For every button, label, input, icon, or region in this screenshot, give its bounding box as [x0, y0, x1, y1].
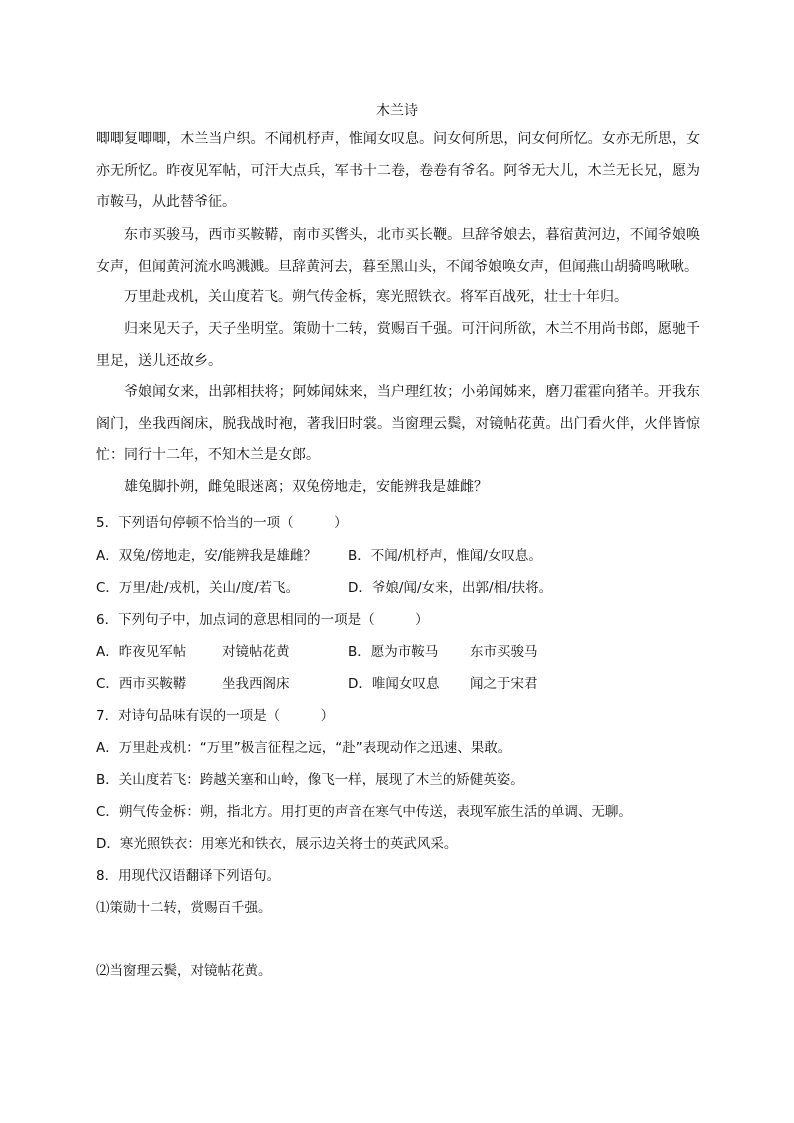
question-7-option-a: A．万里赴戎机：“万里”极言征程之远，“赴”表现动作之迅速、果敢。	[96, 740, 512, 756]
question-8-sentence-2: ⑵当窗理云鬓，对镜帖花黄。	[96, 963, 272, 979]
question-5-option-b: B．不闻/机杼声，惟闻/女叹息。	[348, 548, 542, 564]
question-8-sentence-1: ⑴策勋十二转，赏赐百千强。	[96, 900, 272, 916]
question-6-option-b-phrase-2: 东市买骏马	[470, 644, 538, 660]
question-5-option-a: A．双兔/傍地走，安/能辨我是雄雌？	[96, 548, 317, 564]
question-6-option-c-phrase-1: C．西市买鞍鞯	[96, 676, 187, 692]
question-5-options-cd	[96, 577, 552, 599]
question-7-option-c: C．朔气传金柝：朔，指北方。用打更的声音在寒气中传送，表现军旅生活的单调、无聊。	[96, 804, 632, 820]
question-6-option-c-phrase-2: 坐我西阁床	[222, 676, 290, 692]
question-6-option-a-phrase-2: 对镜帖花黄	[222, 644, 290, 660]
poem-title: 木兰诗	[376, 103, 418, 119]
question-6-options-ab	[96, 641, 538, 663]
question-5-stem: 5．下列语句停顿不恰当的一项（ ）	[96, 515, 348, 531]
question-5-option-c: C．万里/赴/戎机，关山/度/若飞。	[96, 580, 300, 596]
question-6-options-cd	[96, 673, 538, 695]
poem-paragraph-6: 雄兔脚扑朔，雌兔眼迷离；双兔傍地走，安能辨我是雄雌？	[124, 479, 488, 495]
question-5-option-d: D．爷娘/闻/女来，出郭/相/扶将。	[348, 580, 553, 596]
question-6-stem: 6．下列句子中，加点词的意思相同的一项是（ ）	[96, 612, 429, 628]
question-7-option-b: B．关山度若飞：跨越关塞和山岭，像飞一样，展现了木兰的矫健英姿。	[96, 772, 524, 788]
question-7-stem: 7．对诗句品味有误的一项是（ ）	[96, 708, 335, 724]
poem-paragraph-2: 东市买骏马，西市买鞍鞯，南市买辔头，北市买长鞭。旦辞爷娘去，暮宿黄河边，不闻爷娘唤女声，但闻黄河流水鸣溅溅。旦辞黄河去，暮至黑山头，不闻爷娘唤女声，但闻燕山胡骑鸣啾啾。	[96, 227, 700, 275]
question-6-option-a-phrase-1: A．昨夜见军帖	[96, 644, 187, 660]
question-5-options-ab	[96, 545, 542, 567]
poem-paragraph-3: 万里赴戎机，关山度若飞。朔气传金柝，寒光照铁衣。将军百战死，壮士十年归。	[124, 289, 628, 305]
question-8-stem: 8．用现代汉语翻译下列语句。	[96, 868, 281, 884]
question-6-option-b-phrase-1: B．愿为市鞍马	[348, 644, 439, 660]
poem-paragraph-1: 唧唧复唧唧，木兰当户织。不闻机杼声，惟闻女叹息。问女何所思，问女何所忆。女亦无所思，女亦无所忆。昨夜见军帖，可汗大点兵，军书十二卷，卷卷有爷名。阿爷无大儿，木兰无长兄，愿为市鞍马，从此替爷征。	[96, 131, 700, 210]
question-6-option-d-phrase-2: 闻之于宋君	[470, 676, 538, 692]
poem-paragraph-4: 归来见天子，天子坐明堂。策勋十二转，赏赐百千强。可汗问所欲，木兰不用尚书郎，愿驰千里足，送儿还故乡。	[96, 321, 700, 369]
question-6-option-d-phrase-1: D．唯闻女叹息	[348, 676, 440, 692]
question-7-option-d: D．寒光照铁衣：用寒光和铁衣，展示边关将士的英武风采。	[96, 836, 458, 852]
poem-paragraph-5: 爷娘闻女来，出郭相扶将；阿姊闻妹来，当户理红妆；小弟闻姊来，磨刀霍霍向猪羊。开我东阁门，坐我西阁床，脱我战时袍，著我旧时裳。当窗理云鬓，对镜帖花黄。出门看火伴，火伴皆惊忙：同行十二年，不知木兰是女郎。	[96, 384, 700, 463]
